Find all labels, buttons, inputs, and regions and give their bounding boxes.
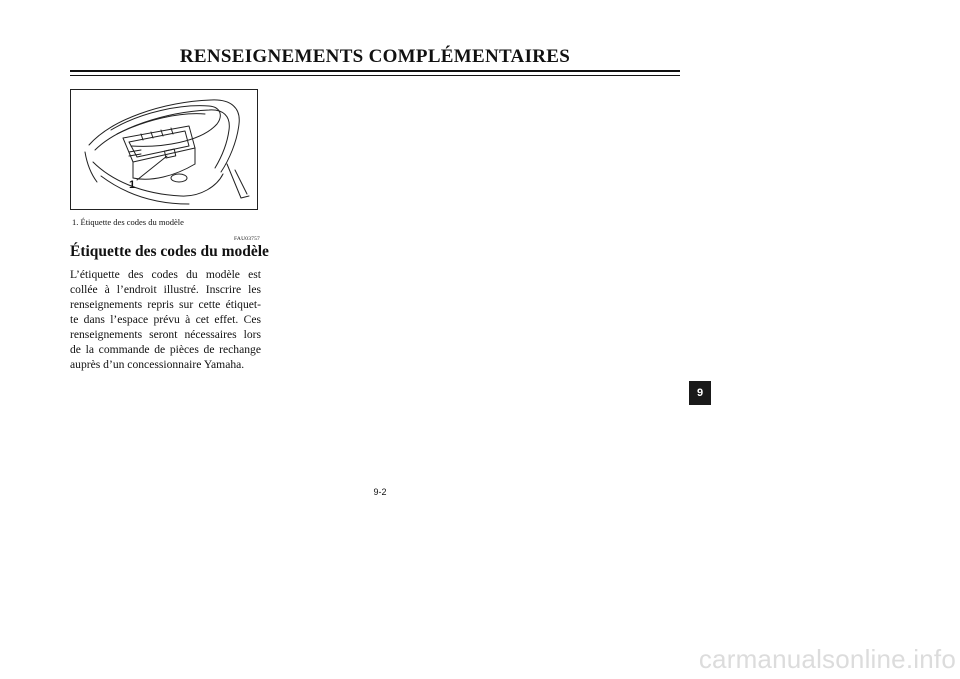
chapter-tab: 9 <box>689 381 711 405</box>
header-rule-thin <box>70 75 680 76</box>
body-line: de la commande de pièces de rechange <box>70 343 261 356</box>
section-heading: Étiquette des codes du modèle <box>70 243 269 260</box>
fuel-cap <box>171 174 187 182</box>
seat-top <box>111 106 220 147</box>
body-line: renseignements repris sur cette étiquet- <box>70 298 261 311</box>
compartment-wall <box>133 148 195 178</box>
section-body <box>70 267 261 372</box>
side-panel <box>93 162 223 196</box>
page-number: 9-2 <box>373 487 387 497</box>
body-line: collée à l’endroit illustré. Inscrire les <box>70 283 261 296</box>
body-line: te dans l’espace prévu à cet effet. Ces <box>70 313 261 326</box>
front-edge <box>85 152 97 182</box>
compartment-floor <box>133 164 195 179</box>
watermark: carmanualsonline.info <box>698 644 956 674</box>
figure-illustration <box>70 89 258 210</box>
header-rule-thick <box>70 70 680 72</box>
seat-storage-illustration <box>71 90 258 210</box>
rear-stand <box>227 164 249 198</box>
figure-caption: 1. Étiquette des codes du modèle <box>72 217 184 227</box>
body-line: auprès d’un concessionnaire Yamaha. <box>70 358 245 371</box>
body-line: L’étiquette des codes du modèle est <box>70 268 261 281</box>
body-line: renseignements seront nécessaires lors <box>70 328 261 341</box>
page-title: RENSEIGNEMENTS COMPLÉMENTAIRES <box>179 46 571 67</box>
reference-code: FAU03757 <box>234 236 260 242</box>
callout-number: 1 <box>129 179 136 191</box>
